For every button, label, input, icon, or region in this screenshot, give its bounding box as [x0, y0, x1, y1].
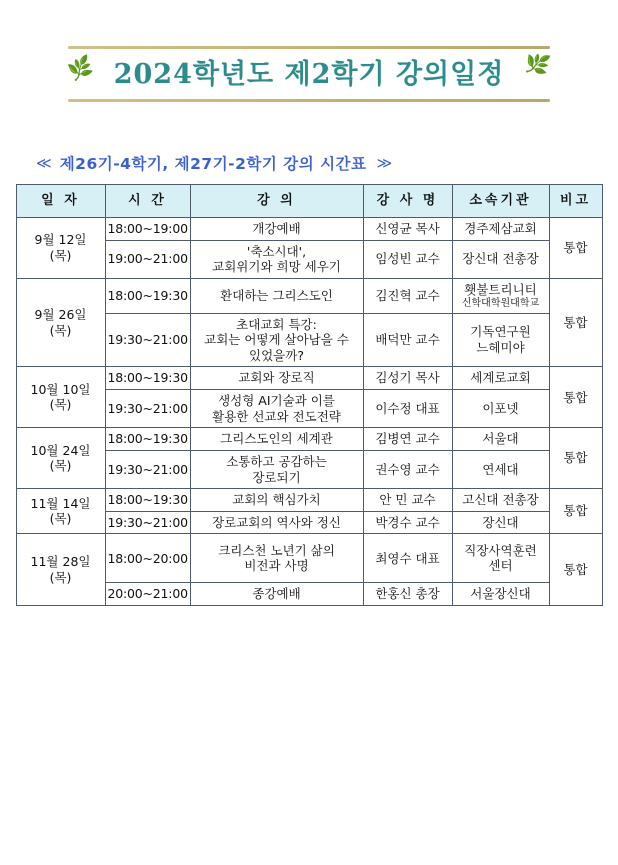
cell-organization: 서울장신대	[452, 583, 549, 606]
cell-lecture: 환대하는 그리스도인	[190, 278, 363, 313]
cell-professor: 김진혁 교수	[363, 278, 452, 313]
cell-organization: 이포넷	[452, 390, 549, 428]
cell-note: 통합	[549, 428, 602, 489]
cell-professor: 신영균 목사	[363, 218, 452, 241]
table-row	[16, 367, 602, 390]
cell-lecture: 초대교회 특강: 교회는 어떻게 살아남을 수 있었을까?	[190, 313, 363, 367]
cell-organization: 연세대	[452, 450, 549, 488]
cell-organization: 횃불트리니티 신학대학원대학교	[452, 278, 549, 313]
leaf-icon: 🌿	[522, 49, 553, 79]
cell-professor: 안 민 교수	[363, 489, 452, 512]
cell-lecture: 그리스도인의 세계관	[190, 428, 363, 451]
cell-note: 통합	[549, 534, 602, 606]
cell-time: 18:00~19:00	[105, 218, 190, 241]
table-row	[16, 489, 602, 512]
page-title: 2024학년도 제2학기 강의일정	[113, 59, 505, 90]
document-header	[60, 44, 558, 102]
cell-lecture: 소통하고 공감하는 장로되기	[190, 450, 363, 488]
table-row	[16, 534, 602, 583]
cell-time: 18:00~20:00	[105, 534, 190, 583]
cell-lecture: 장로교회의 역사와 정신	[190, 511, 363, 534]
cell-professor: 권수영 교수	[363, 450, 452, 488]
subtitle-mark-left: ≪	[36, 154, 50, 172]
column-header-professor: 강 사 명	[363, 185, 452, 218]
cell-organization: 세계로교회	[452, 367, 549, 390]
cell-date: 10월 24일 (목)	[16, 428, 105, 489]
subtitle-mark-right: ≫	[376, 154, 391, 172]
cell-organization: 장신대	[452, 511, 549, 534]
cell-professor: 김성기 목사	[363, 367, 452, 390]
cell-time: 18:00~19:30	[105, 489, 190, 512]
cell-professor: 배덕만 교수	[363, 313, 452, 367]
table-head	[16, 185, 602, 218]
cell-lecture: 교회와 장로직	[190, 367, 363, 390]
table-header-row	[16, 185, 602, 218]
cell-professor: 임성빈 교수	[363, 240, 452, 278]
cell-time: 20:00~21:00	[105, 583, 190, 606]
table-body	[16, 218, 602, 606]
cell-professor: 김병연 교수	[363, 428, 452, 451]
cell-lecture: 크리스천 노년기 삶의 비전과 사명	[190, 534, 363, 583]
header-rule-top	[68, 46, 550, 49]
leaf-icon: 🌿	[64, 52, 97, 84]
cell-time: 18:00~19:30	[105, 428, 190, 451]
cell-date: 11월 14일 (목)	[16, 489, 105, 534]
cell-professor: 이수정 대표	[363, 390, 452, 428]
cell-date: 9월 26일 (목)	[16, 278, 105, 367]
cell-professor: 최영수 대표	[363, 534, 452, 583]
schedule-table	[16, 184, 603, 606]
cell-time: 18:00~19:30	[105, 367, 190, 390]
cell-date: 9월 12일 (목)	[16, 218, 105, 279]
cell-lecture: 교회의 핵심가치	[190, 489, 363, 512]
cell-organization: 직장사역훈련 센터	[452, 534, 549, 583]
header-rule-bottom	[68, 99, 550, 102]
cell-organization: 장신대 전총장	[452, 240, 549, 278]
cell-time: 19:30~21:00	[105, 450, 190, 488]
cell-date: 11월 28일 (목)	[16, 534, 105, 606]
cell-lecture: 종강예배	[190, 583, 363, 606]
table-row	[16, 428, 602, 451]
column-header-date: 일 자	[16, 185, 105, 218]
cell-date: 10월 10일 (목)	[16, 367, 105, 428]
subtitle-text: 제26기-4학기, 제27기-2학기 강의 시간표	[59, 155, 367, 173]
cell-time: 19:00~21:00	[105, 240, 190, 278]
column-header-lecture: 강 의	[190, 185, 363, 218]
cell-organization: 기독연구원 느헤미야	[452, 313, 549, 367]
cell-professor: 한홍신 총장	[363, 583, 452, 606]
column-header-organization: 소속기관	[452, 185, 549, 218]
cell-lecture: 생성형 AI기술과 이를 활용한 선교와 전도전략	[190, 390, 363, 428]
table-row	[16, 278, 602, 313]
subtitle	[36, 152, 618, 174]
cell-organization: 고신대 전총장	[452, 489, 549, 512]
cell-time: 19:30~21:00	[105, 313, 190, 367]
cell-lecture: 개강예배	[190, 218, 363, 241]
table-row	[16, 218, 602, 241]
cell-professor: 박경수 교수	[363, 511, 452, 534]
cell-time: 18:00~19:30	[105, 278, 190, 313]
cell-note: 통합	[549, 218, 602, 279]
cell-time: 19:30~21:00	[105, 511, 190, 534]
column-header-time: 시 간	[105, 185, 190, 218]
cell-note: 통합	[549, 489, 602, 534]
cell-lecture: '축소시대', 교회위기와 희망 세우기	[190, 240, 363, 278]
cell-note: 통합	[549, 367, 602, 428]
cell-time: 19:30~21:00	[105, 390, 190, 428]
cell-organization: 서울대	[452, 428, 549, 451]
cell-organization: 경주제삼교회	[452, 218, 549, 241]
column-header-note: 비고	[549, 185, 602, 218]
cell-note: 통합	[549, 278, 602, 367]
